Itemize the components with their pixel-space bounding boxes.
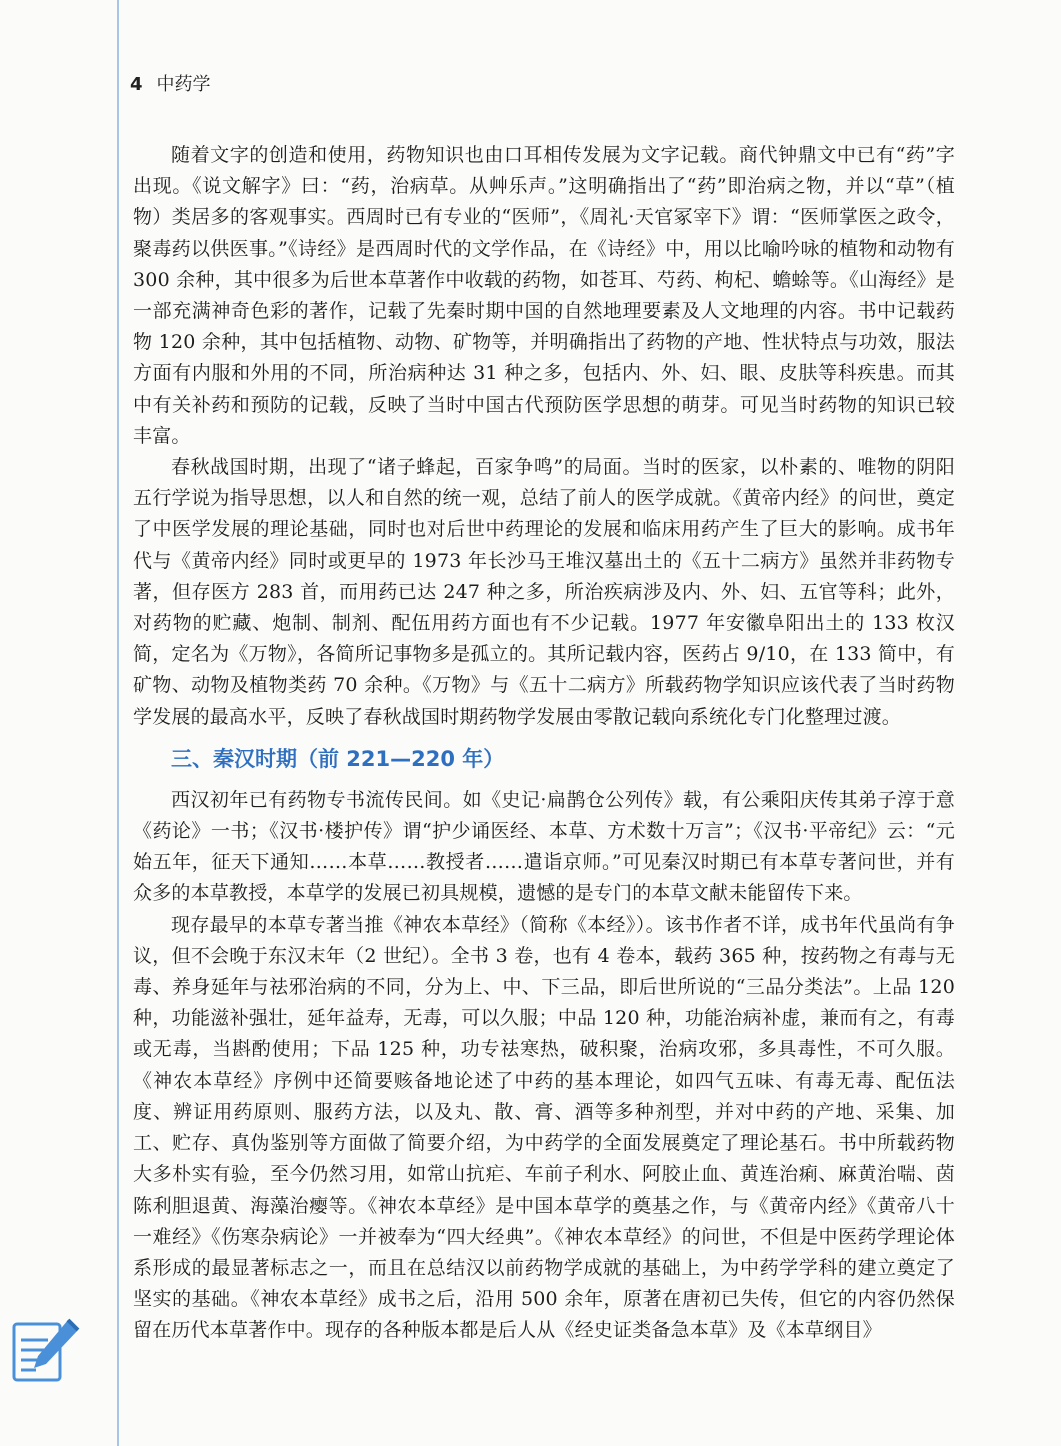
paragraph-western-han: 西汉初年已有药物专书流传民间。如《史记·扁鹊仓公列传》载，有公乘阳庆传其弟子淳于意《药论》一书；《汉书·楼护传》谓“护少诵医经、本草、方术数十万言”；《汉书·平帝纪》云：“元始五年，征天下通知……本草……教授者……遣诣京师。”可见秦汉时期已有本草专著问世，并有众多的本草教授，本草学的发展已初具规模，遗憾的是专门的本草文献未能留传下来。 [133,788,955,905]
page-number: 4 [130,74,143,95]
running-header [130,70,211,96]
notes-pencil-icon [6,1310,86,1390]
paragraph-writing-records: 随着文字的创造和使用，药物知识也由口耳相传发展为文字记载。商代钟鼎文中已有“药”字出现。《说文解字》曰：“药，治病草。从艸乐声。”这明确指出了“药”即治病之物，并以“草”（植物）类居多的客观事实。西周时已有专业的“医师”，《周礼·天官冢宰下》谓：“医师掌医之政令，聚毒药以供医事。”《诗经》是西周时代的文学作品，在《诗经》中，用以比喻吟咏的植物和动物有 300 余种，其中很多为后世本草著作中收载的药物，如苍耳、芍药、枸杞、蟾蜍等。《山海经》是一部充满神奇色彩的著作，记载了先秦时期中国的自然地理要素及人文地理的内容。书中记载药物 120 余种，其中包括植物、动物、矿物等，并明确指出了药物的产地、性状特点与功效，服法方面有内服和外用的不同，所治病种达 31 种之多，包括内、外、妇、眼、皮肤等科疾患。而其中有关补药和预防的记载，反映了当时中国古代预防医学思想的萌芽。可见当时药物的知识已较丰富。 [133,144,955,447]
book-title: 中药学 [156,74,211,95]
paragraph-warring-states: 春秋战国时期，出现了“诸子蜂起，百家争鸣”的局面。当时的医家，以朴素的、唯物的阴阳五行学说为指导思想，以人和自然的统一观，总结了前人的医学成就。《黄帝内经》的问世，奠定了中医学发展的理论基础，同时也对后世中药理论的发展和临床用药产生了巨大的影响。成书年代与《黄帝内经》同时或更早的 1973 年长沙马王堆汉墓出土的《五十二病方》虽然并非药物专著，但存医方 283 首，而用药已达 247 种之多，所治疾病涉及内、外、妇、五官等科；此外，对药物的贮藏、炮制、制剂、配伍用药方面也有不少记载。1977 年安徽阜阳出土的 133 枚汉简，定名为《万物》，各简所记事物多是孤立的。其所记载内容，医药占 9/10，在 133 简中，有矿物、动物及植物类药 70 余种。《万物》与《五十二病方》所载药物学知识应该代表了当时药物学发展的最高水平，反映了春秋战国时期药物学发展由零散记载向系统化专门化整理过渡。 [133,456,955,728]
section-heading-qin-han: 三、秦汉时期（前 221—220 年） [171,746,505,771]
paragraph-shennong-bencao: 现存最早的本草专著当推《神农本草经》（简称《本经》）。该书作者不详，成书年代虽尚有争议，但不会晚于东汉末年（2 世纪）。全书 3 卷，也有 4 卷本，载药 365 种，按药物之有毒与无毒、养身延年与祛邪治病的不同，分为上、中、下三品，即后世所说的“三品分类法”。上品 120 种，功能滋补强壮，延年益寿，无毒，可以久服；中品 120 种，功能治病补虚，兼而有之，有毒或无毒，当斟酌使用；下品 125 种，功专祛寒热，破积聚，治病攻邪，多具毒性，不可久服。《神农本草经》序例中还简要赅备地论述了中药的基本理论，如四气五味、有毒无毒、配伍法度、辨证用药原则、服药方法，以及丸、散、膏、酒等多种剂型，并对中药的产地、采集、加工、贮存、真伪鉴别等方面做了简要介绍，为中药学的全面发展奠定了理论基石。书中所载药物大多朴实有验，至今仍然习用，如常山抗疟、车前子利水、阿胶止血、黄连治痢、麻黄治喘、茵陈利胆退黄、海藻治瘿等。《神农本草经》是中国本草学的奠基之作，与《黄帝内经》《黄帝八十一难经》《伤寒杂病论》一并被奉为“四大经典”。《神农本草经》的问世，不但是中医药学理论体系形成的最显著标志之一，而且在总结汉以前药物学成就的基础上，为中药学学科的建立奠定了坚实的基础。《神农本草经》成书之后，沿用 500 余年，原著在唐初已失传，但它的内容仍然保留在历代本草著作中。现存的各种版本都是后人从《经史证类备急本草》及《本草纲目》 [133,913,955,1342]
margin-rule [117,0,119,1446]
page-body [133,140,955,1347]
